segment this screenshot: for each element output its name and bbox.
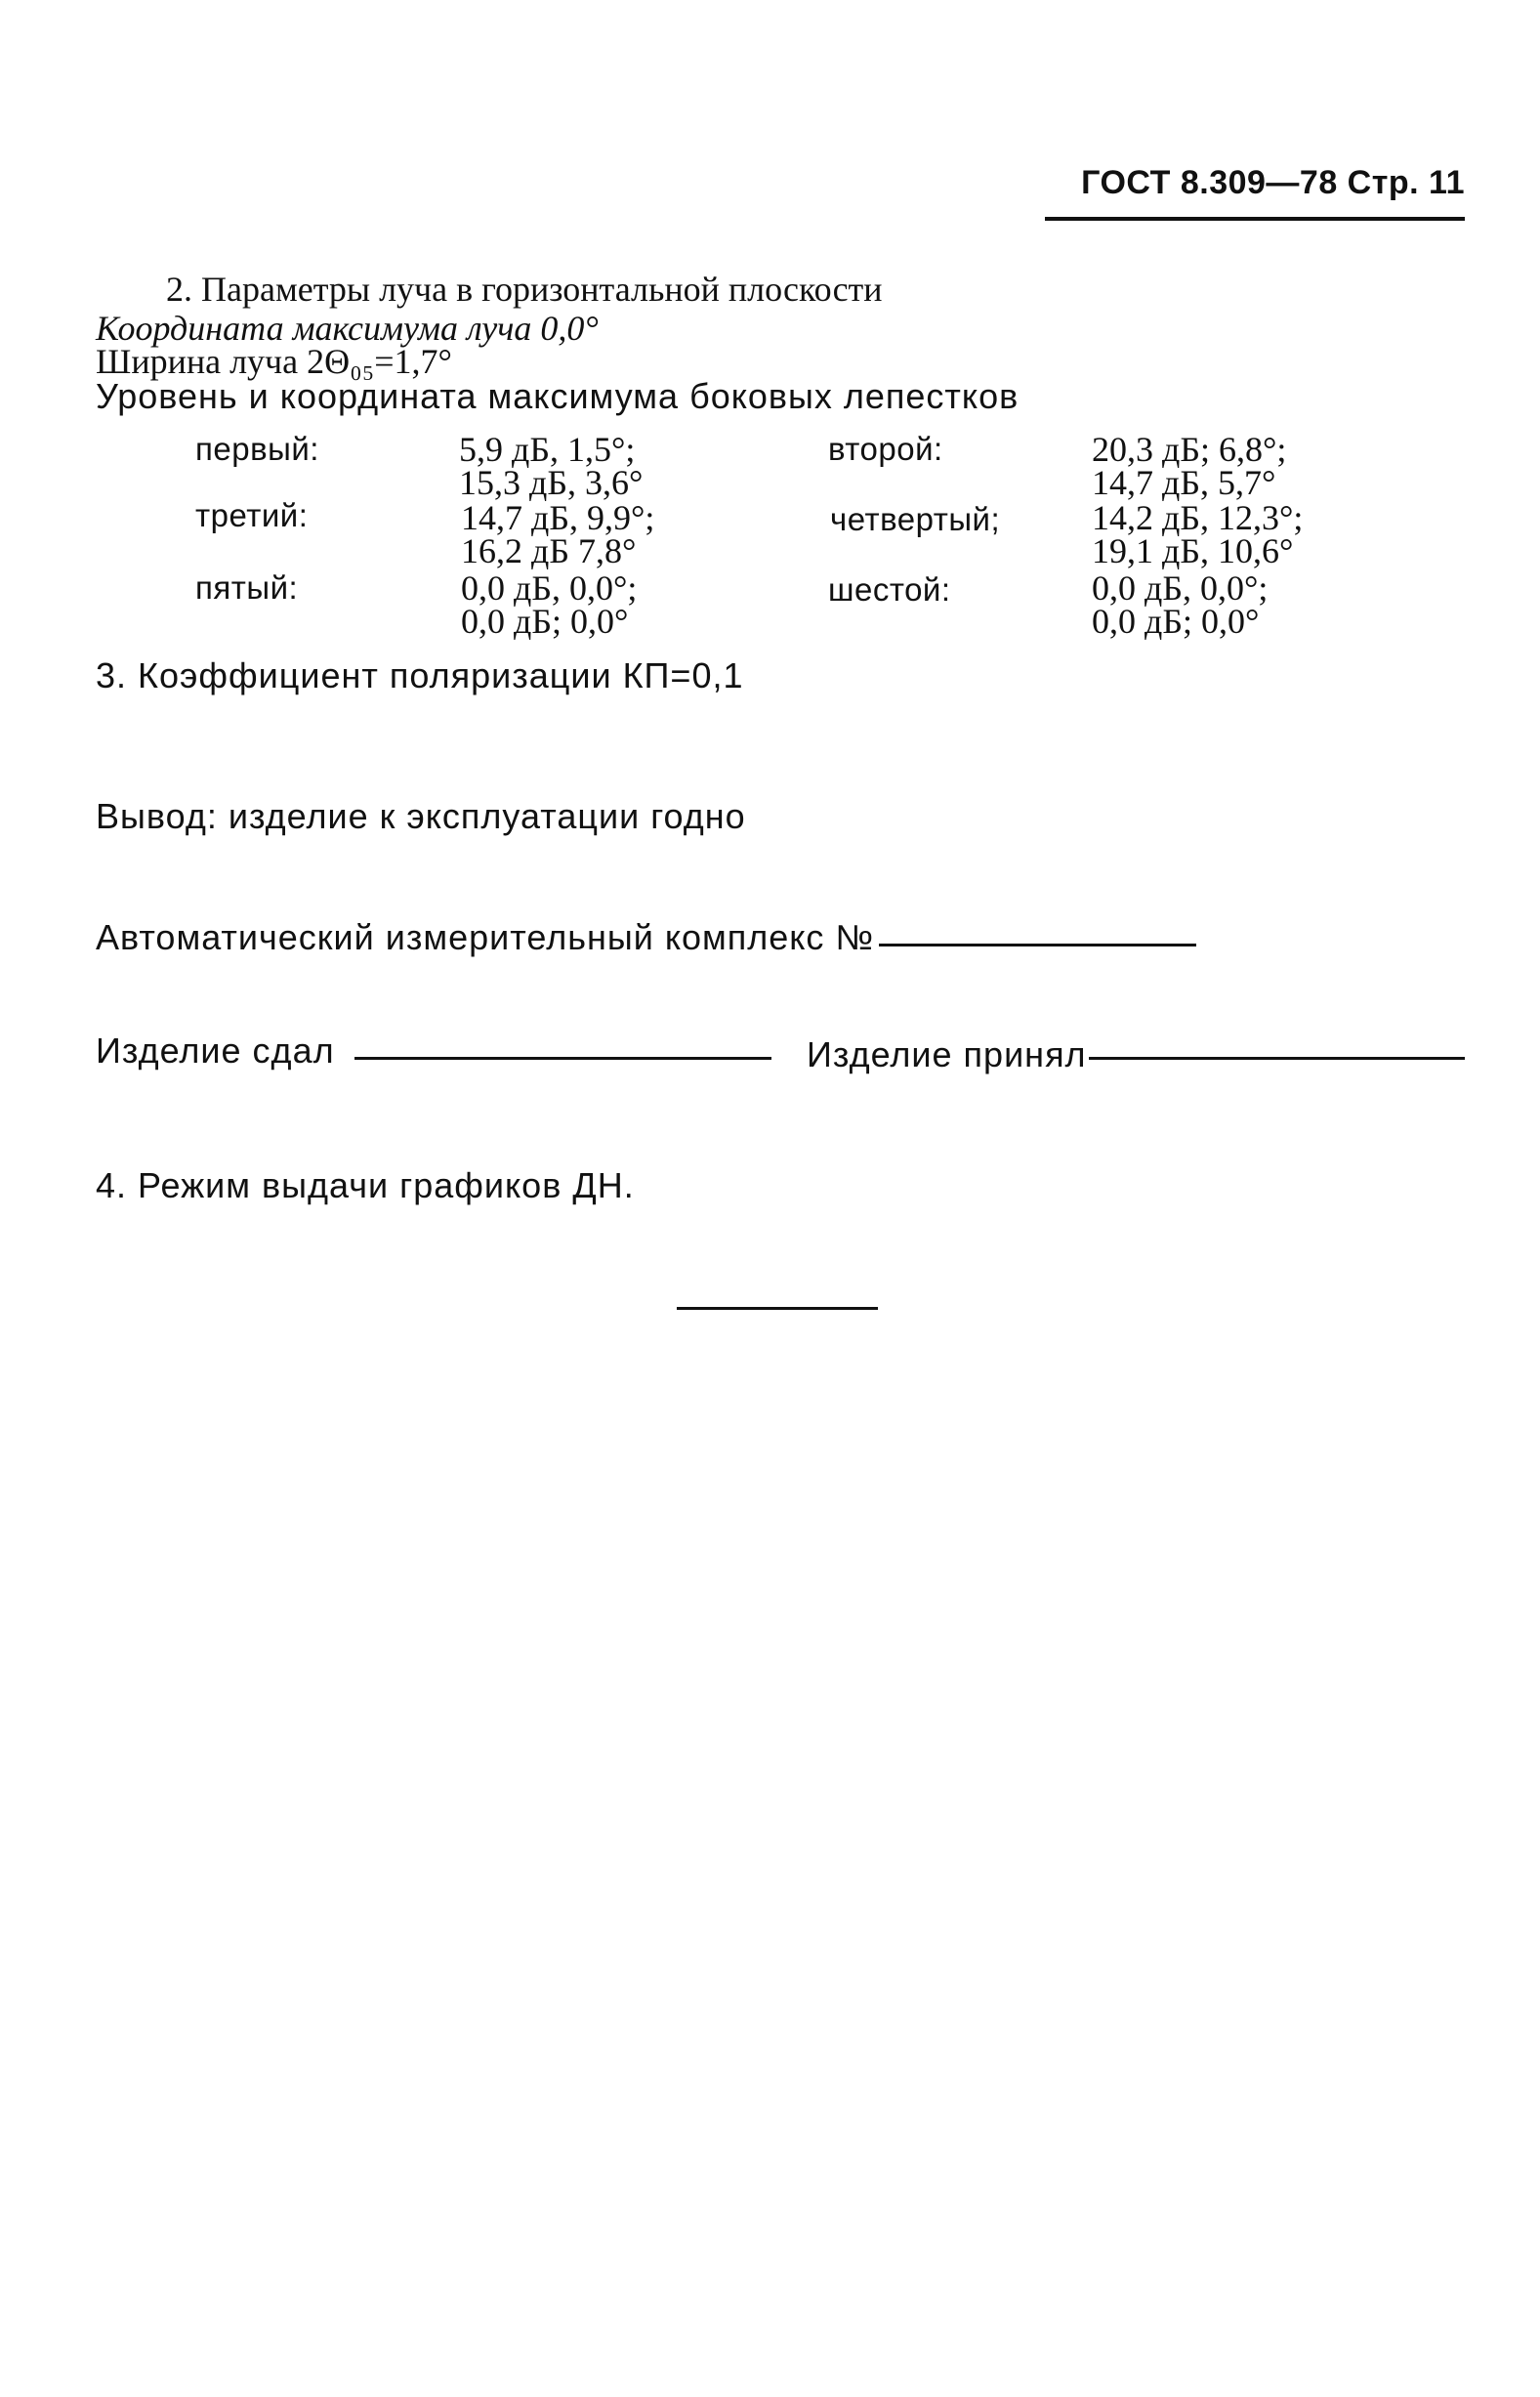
handed-over-signature-blank xyxy=(354,1057,771,1060)
end-rule xyxy=(677,1307,878,1310)
lobe-value: 0,0 дБ, 0,0°; xyxy=(461,568,638,608)
lobe-value: 0,0 дБ, 0,0°; xyxy=(1092,568,1269,608)
lobe-label: шестой: xyxy=(828,571,951,608)
lobe-value: 16,2 дБ 7,8° xyxy=(461,531,637,570)
accepted-signature-blank xyxy=(1089,1057,1465,1060)
accepted-label: Изделие принял xyxy=(807,1034,1087,1074)
side-lobes-title: Уровень и координата максимума боковых лепестков xyxy=(96,376,1020,416)
header-rule xyxy=(1045,217,1465,221)
beam-width: Ширина луча 2Θ₀₅=1,7° xyxy=(96,342,452,381)
lobe-value: 19,1 дБ, 10,6° xyxy=(1092,531,1294,570)
section2-title: 2. Параметры луча в горизонтальной плоскости xyxy=(166,270,883,309)
lobe-label: четвертый; xyxy=(830,501,1001,537)
lobe-label: третий: xyxy=(195,497,309,533)
lobe-value: 14,2 дБ, 12,3°; xyxy=(1092,498,1304,537)
lobe-value: 15,3 дБ, 3,6° xyxy=(459,463,644,502)
lobe-label: первый: xyxy=(195,431,319,467)
lobe-label: второй: xyxy=(828,431,943,467)
lobe-value: 5,9 дБ, 1,5°; xyxy=(459,430,636,469)
polarization-coefficient: 3. Коэффициент поляризации КП=0,1 xyxy=(96,655,744,695)
lobe-value: 0,0 дБ; 0,0° xyxy=(1092,602,1260,641)
lobe-label: пятый: xyxy=(195,569,299,606)
lobe-value: 14,7 дБ, 5,7° xyxy=(1092,463,1276,502)
complex-number-blank xyxy=(879,944,1196,946)
conclusion: Вывод: изделие к эксплуатации годно xyxy=(96,796,746,836)
measuring-complex-label: Автоматический измерительный комплекс № xyxy=(96,917,875,957)
page-header: ГОСТ 8.309—78 Стр. 11 xyxy=(1081,164,1465,201)
lobe-value: 0,0 дБ; 0,0° xyxy=(461,602,629,641)
graph-output-mode: 4. Режим выдачи графиков ДН. xyxy=(96,1165,635,1205)
lobe-value: 14,7 дБ, 9,9°; xyxy=(461,498,655,537)
handed-over-label: Изделие сдал xyxy=(96,1030,335,1071)
beam-max-coordinate: Координата максимума луча 0,0° xyxy=(96,309,599,348)
lobe-value: 20,3 дБ; 6,8°; xyxy=(1092,430,1287,469)
